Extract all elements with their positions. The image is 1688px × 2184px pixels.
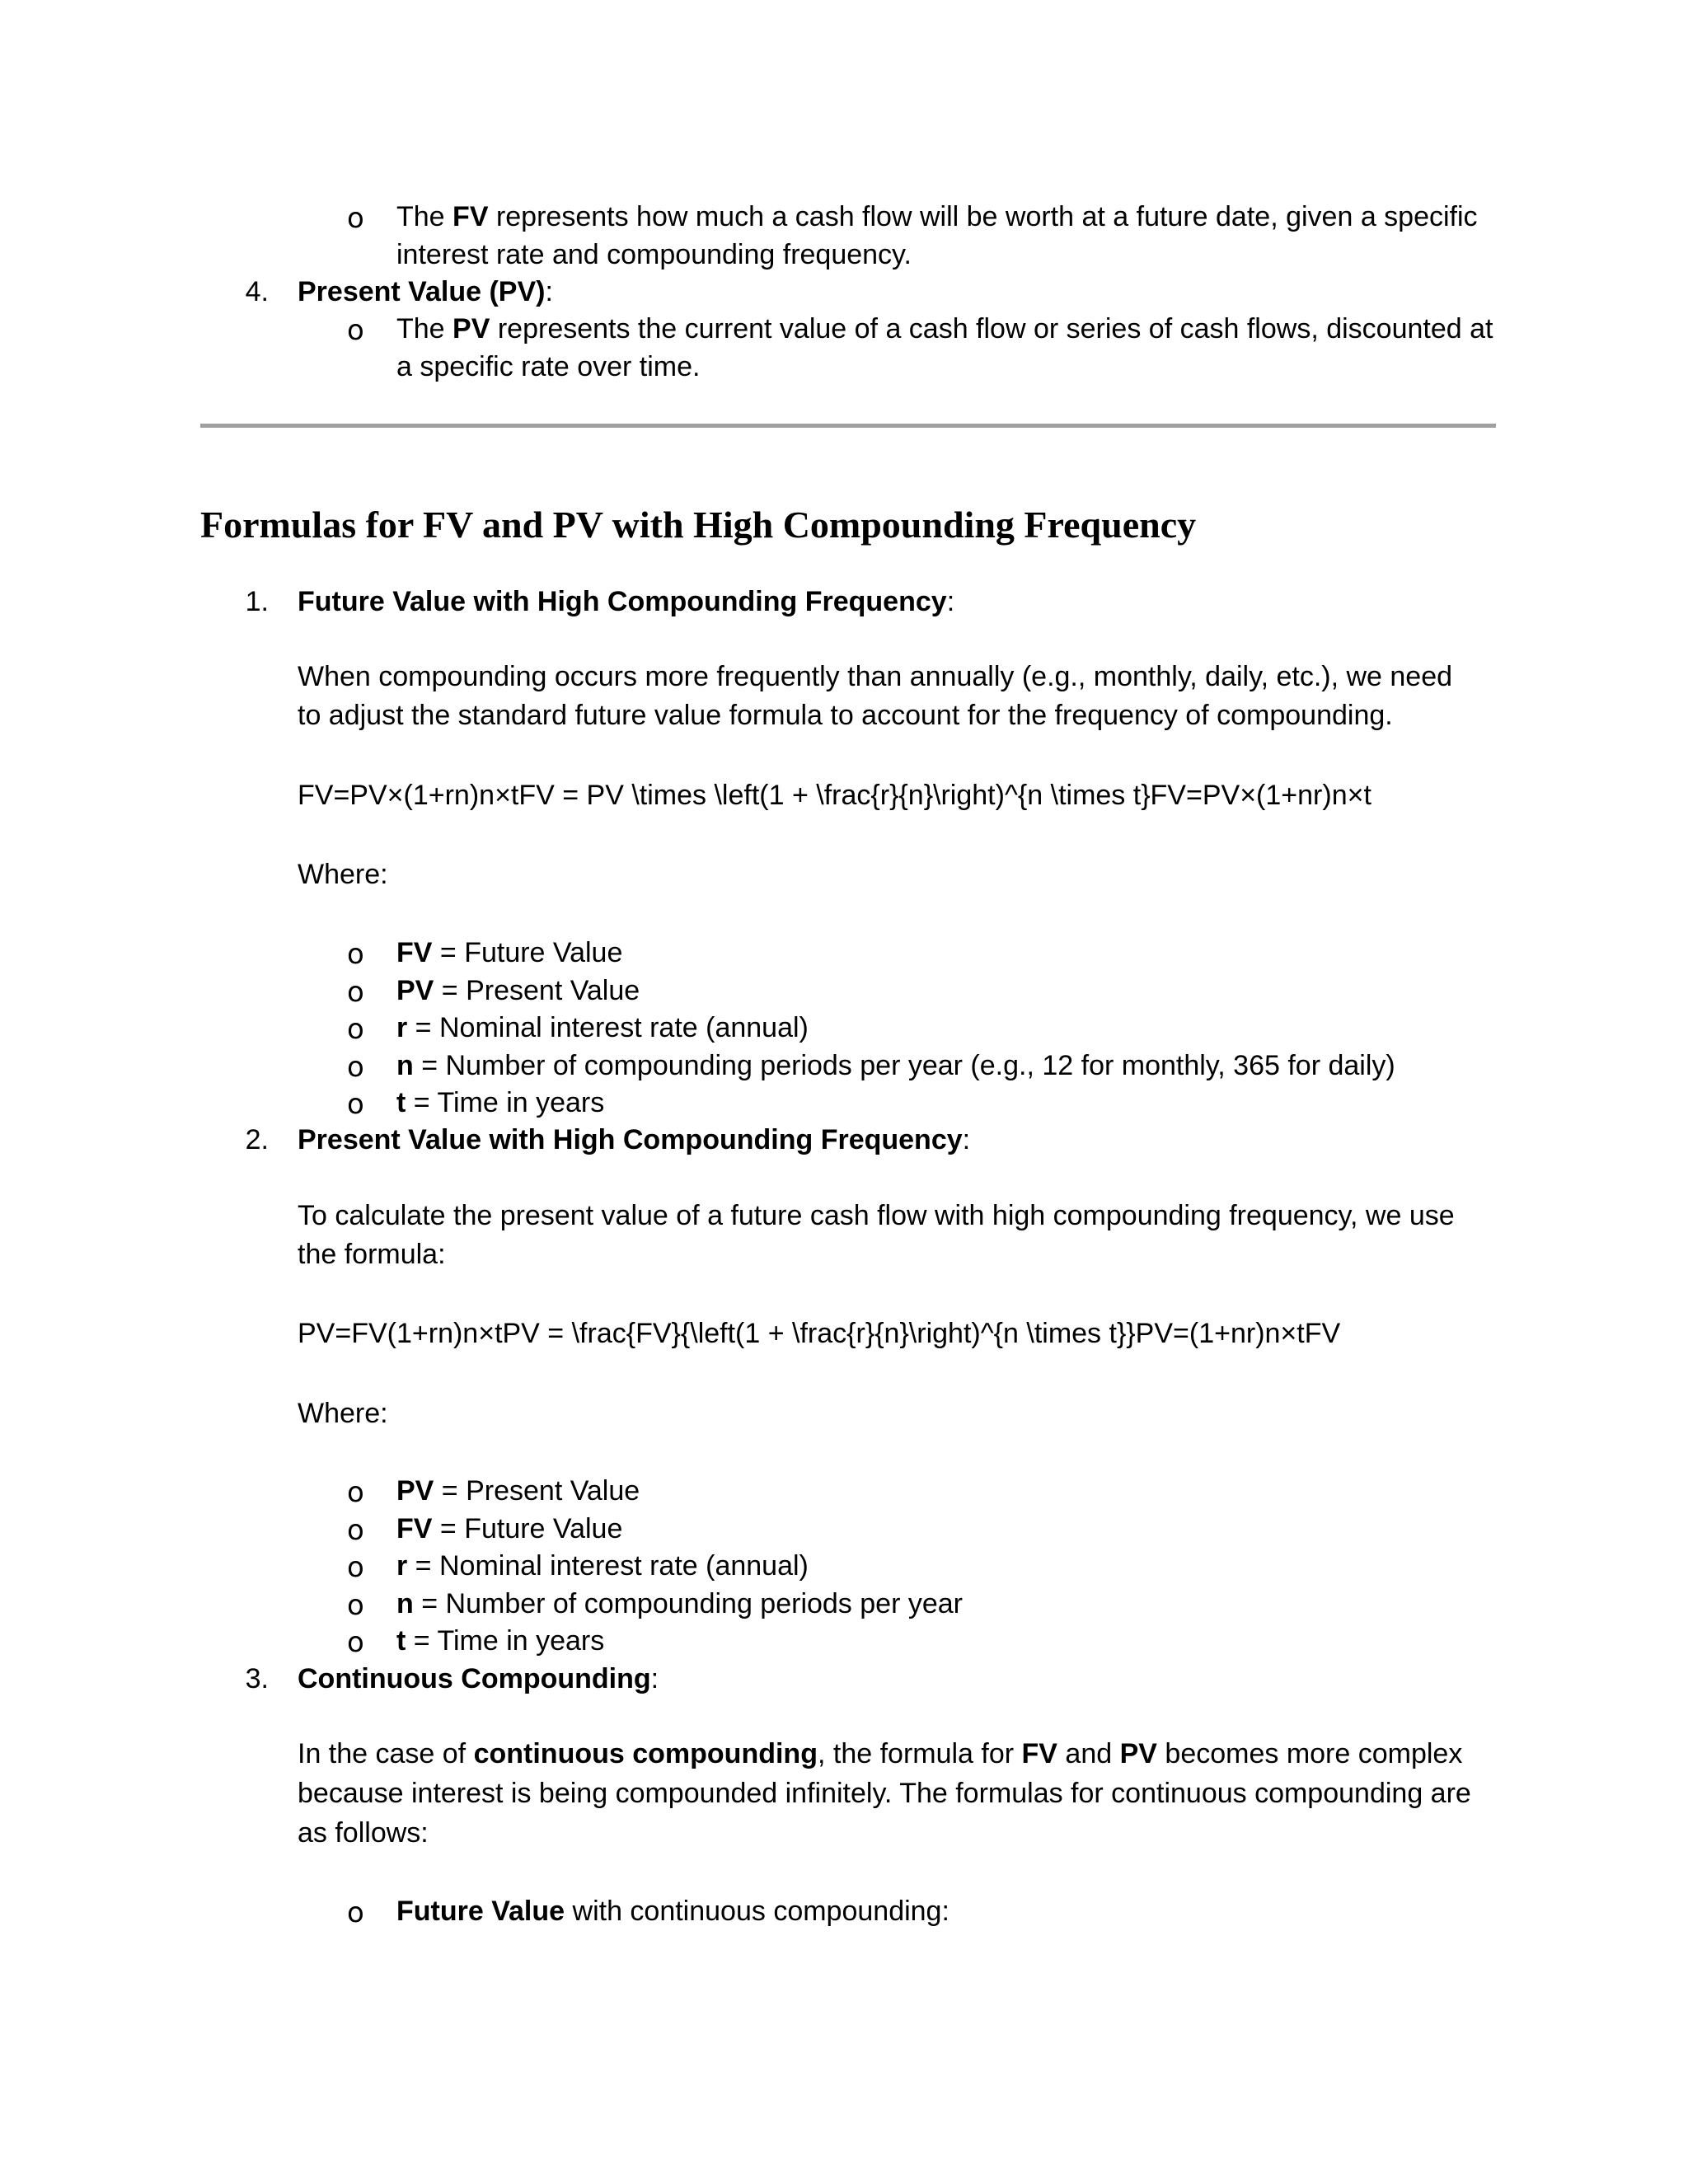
section2-paragraph-line1: To calculate the present value of a future cash flow with high compounding frequency, we use (298, 1200, 1455, 1231)
bullet-marker: o (347, 938, 364, 971)
section-heading: Formulas for FV and PV with High Compounding Frequency (200, 504, 1197, 546)
bullet-marker: o (347, 1551, 364, 1584)
section2-paragraph-line2: the formula: (298, 1239, 446, 1270)
definition-item: PV = Present Value (396, 1475, 640, 1507)
section3-paragraph-line1: In the case of continuous compounding, the formula for FV and PV becomes more complex (298, 1738, 1463, 1769)
bullet-marker: o (347, 1476, 364, 1509)
fv-bullet-line1: The FV represents how much a cash flow will be worth at a future date, given a specific (396, 201, 1478, 232)
item4-title: Present Value (PV): (298, 276, 553, 307)
definition-item: n = Number of compounding periods per year (e.g., 12 for monthly, 365 for daily) (396, 1050, 1395, 1081)
bullet-marker: o (347, 314, 364, 347)
list-number: 2. (245, 1124, 269, 1155)
where-label: Where: (298, 1398, 388, 1429)
section3-bullet: Future Value with continuous compounding: (396, 1896, 950, 1927)
section3-paragraph-line3: as follows: (298, 1817, 429, 1849)
bullet-marker: o (347, 1514, 364, 1547)
fv-bullet-line2: interest rate and compounding frequency. (396, 239, 912, 270)
definition-item: t = Time in years (396, 1625, 605, 1657)
definition-item: PV = Present Value (396, 975, 640, 1006)
bullet-marker: o (347, 202, 364, 235)
bullet-marker: o (347, 1088, 364, 1121)
section2-title: Present Value with High Compounding Frequency: (298, 1124, 971, 1155)
definition-item: n = Number of compounding periods per year (396, 1588, 963, 1619)
definition-item: FV = Future Value (396, 937, 623, 968)
definition-item: t = Time in years (396, 1087, 605, 1118)
definition-item: r = Nominal interest rate (annual) (396, 1550, 809, 1582)
bullet-marker: o (347, 1626, 364, 1659)
fv-formula: FV=PV×(1+rn)n×tFV = PV \times \left(1 + \frac{r}{n}\right)^{n \times t}FV=PV×(1+nr)n×t (298, 780, 1372, 811)
definition-item: FV = Future Value (396, 1513, 623, 1544)
section3-title: Continuous Compounding: (298, 1663, 659, 1694)
bullet-marker: o (347, 976, 364, 1009)
list-number: 3. (245, 1663, 269, 1694)
pv-formula: PV=FV(1+rn)n×tPV = \frac{FV}{\left(1 + \frac{r}{n}\right)^{n \times t}}PV=(1+nr)n×tFV (298, 1318, 1341, 1349)
list-number: 4. (245, 276, 269, 307)
pv-bullet-line2: a specific rate over time. (396, 351, 701, 382)
where-label: Where: (298, 859, 388, 890)
definition-item: r = Nominal interest rate (annual) (396, 1012, 809, 1043)
bullet-marker: o (347, 1051, 364, 1084)
bullet-marker: o (347, 1589, 364, 1622)
bullet-marker: o (347, 1013, 364, 1046)
section1-title: Future Value with High Compounding Frequency: (298, 586, 955, 617)
pv-bullet-line1: The PV represents the current value of a cash flow or series of cash flows, discounted at (396, 313, 1493, 344)
bullet-marker: o (347, 1896, 364, 1929)
horizontal-rule (200, 424, 1496, 428)
section1-paragraph-line2: to adjust the standard future value formula to account for the frequency of compounding. (298, 700, 1393, 731)
section1-paragraph-line1: When compounding occurs more frequently than annually (e.g., monthly, daily, etc.), we need (298, 661, 1453, 692)
section3-paragraph-line2: because interest is being compounded infinitely. The formulas for continuous compounding are (298, 1778, 1471, 1809)
list-number: 1. (245, 586, 269, 617)
